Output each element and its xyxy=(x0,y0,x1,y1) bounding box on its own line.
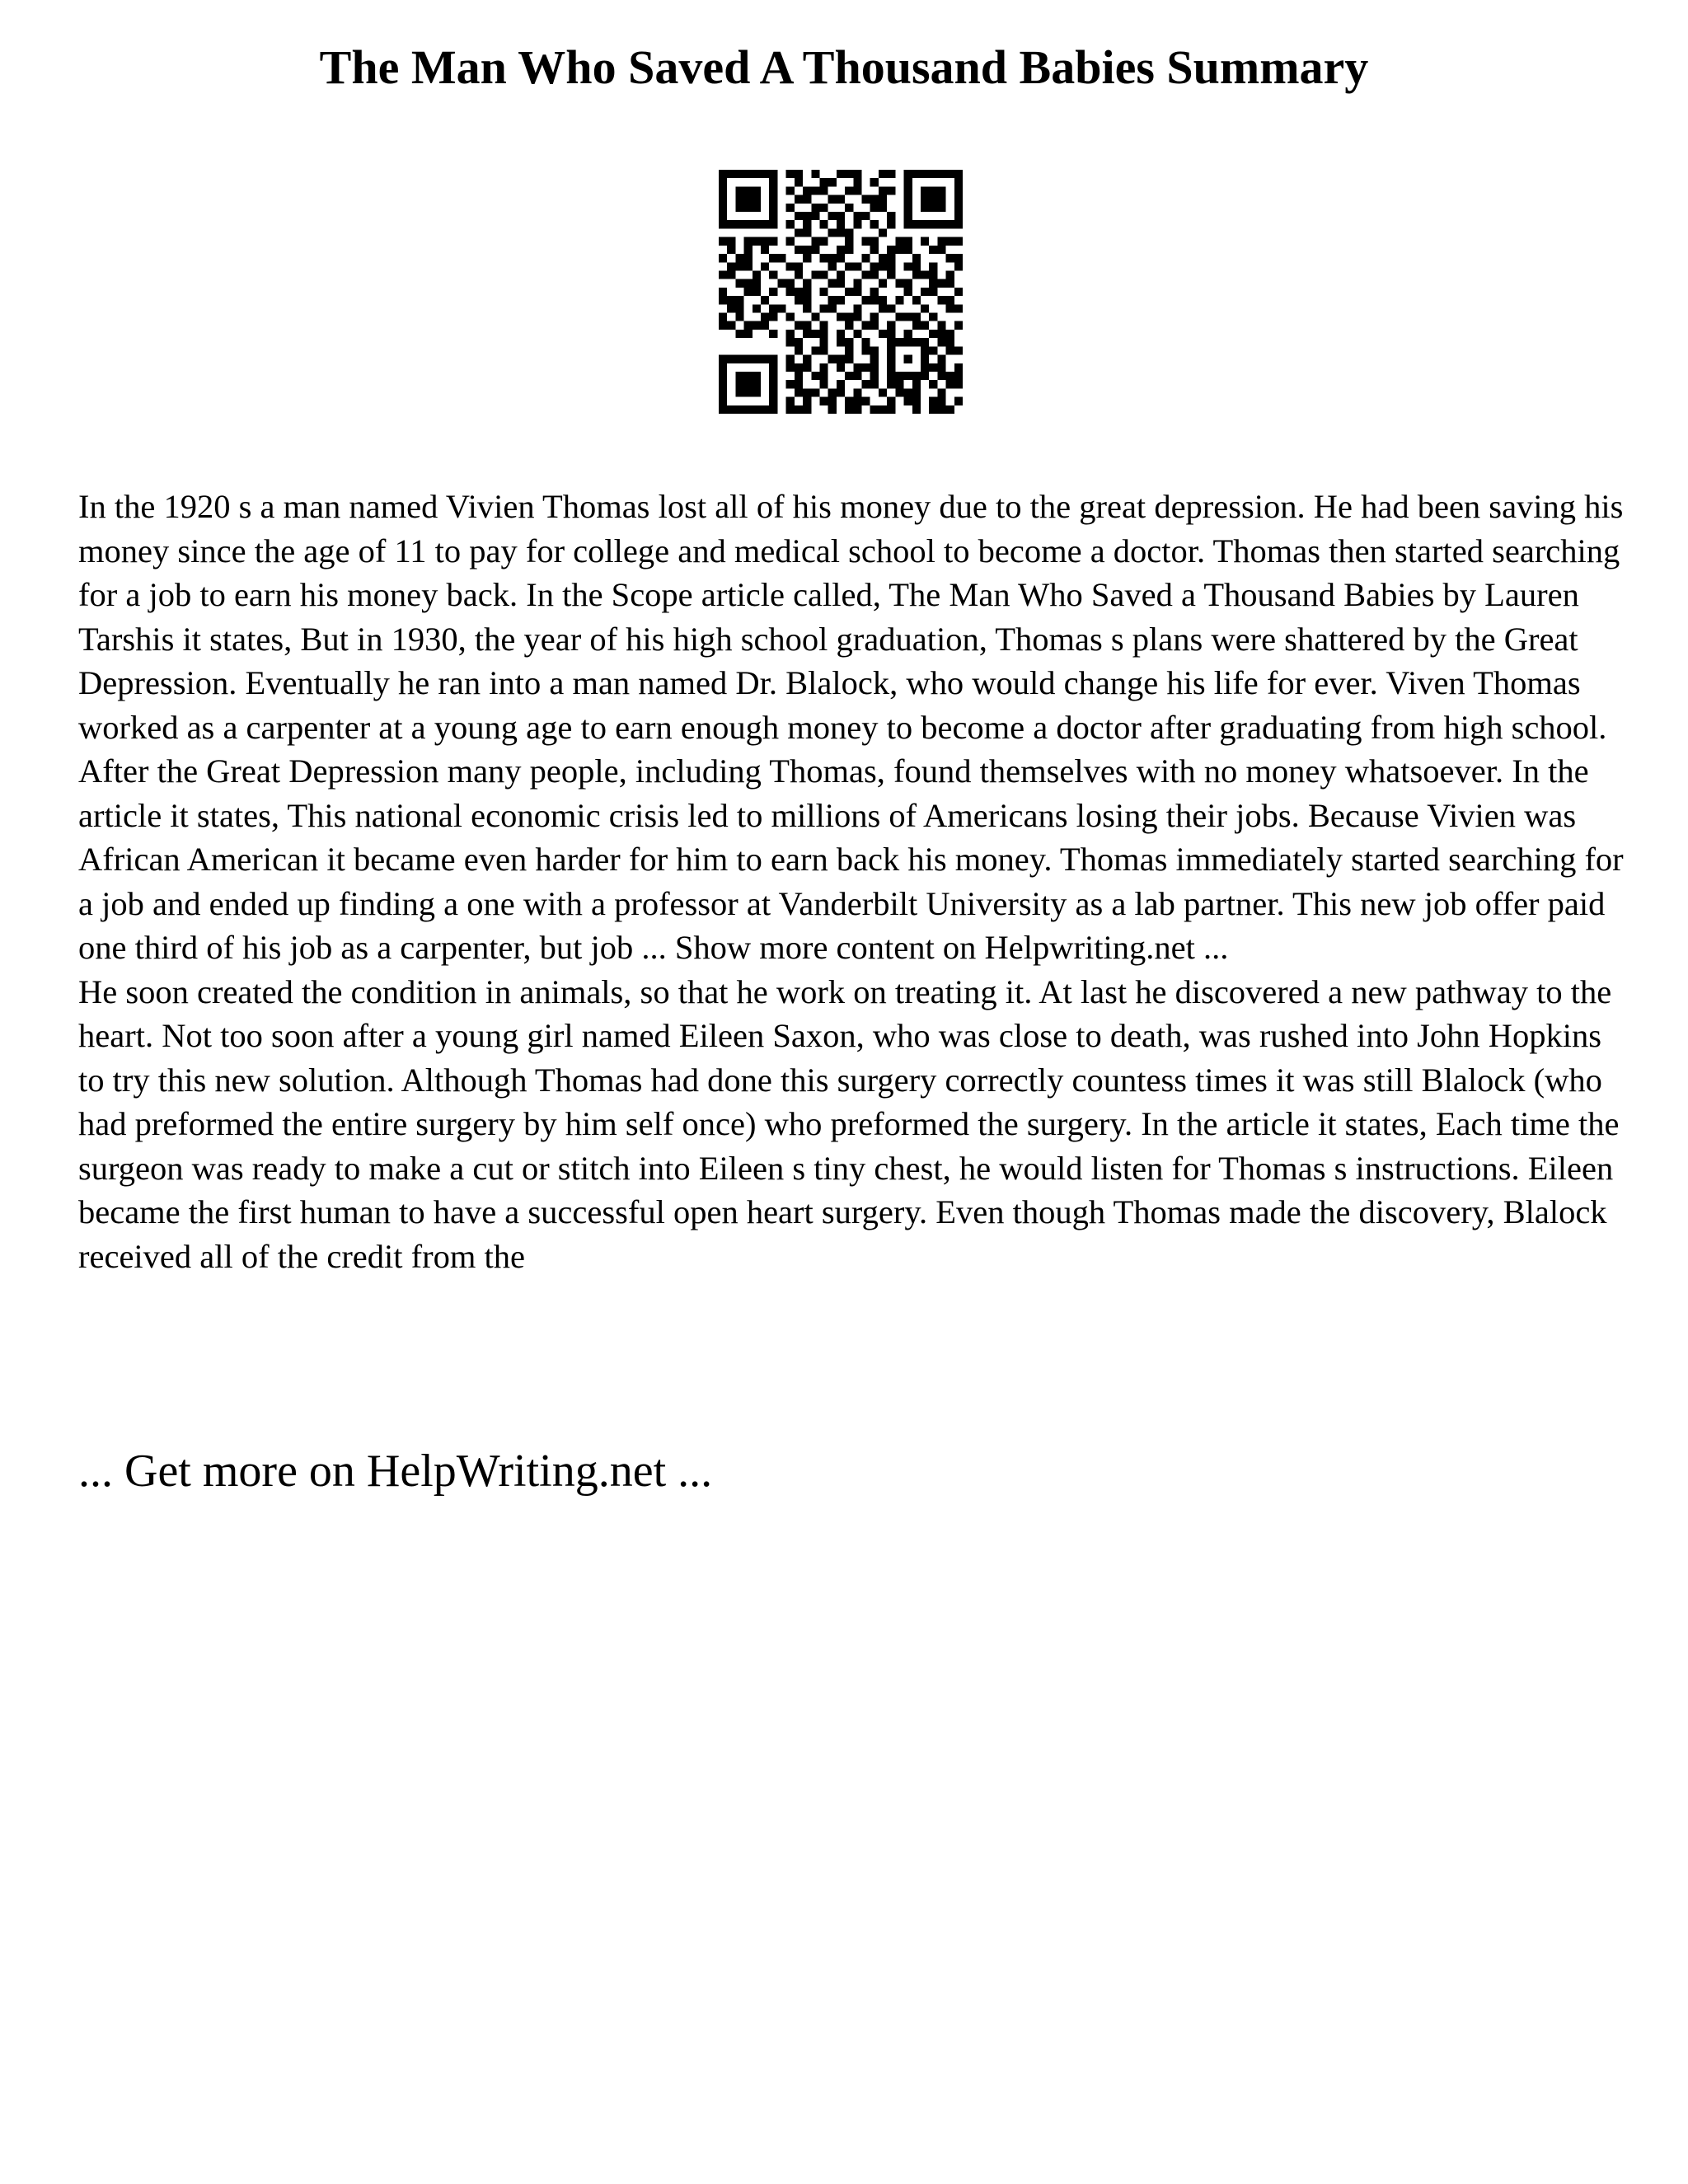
paragraph-2: He soon created the condition in animals, so that he work on treating it. At last he discovered a new pathway to the heart. Not too soon after a young girl named Eileen Saxon, who was close to death, was rushed into John Hopkins to try this new solution. Although Thomas had done this surgery correctly countess times it was still Blalock (who had preformed the entire surgery by him self once) who preformed the surgery. In the article it states, Each time the surgeon was ready to make a cut or stitch into Eileen s tiny chest, he would listen for Thomas s instructions. Eileen became the first human to have a successful open heart surgery. Even though Thomas made the discovery, Blalock received all of the credit from the xyxy=(78,972,1620,1275)
page-title: The Man Who Saved A Thousand Babies Summary xyxy=(319,40,1369,94)
get-more-link[interactable]: ... Get more on HelpWriting.net ... xyxy=(78,1446,713,1497)
qr-code-icon[interactable] xyxy=(719,170,963,414)
article-body xyxy=(78,485,1628,1278)
paragraph-1: In the 1920 s a man named Vivien Thomas lost all of his money due to the great depression. He had been saving his money since the age of 11 to pay for college and medical school to become a doctor. Thomas then started searching for a job to earn his money back. In the Scope article called, The Man Who Saved a Thousand Babies by Lauren Tarshis it states, But in 1930, the year of his high school graduation, Thomas s plans were shattered by the Great Depression. Eventually he ran into a man named Dr. Blalock, who would change his life for ever. Viven Thomas worked as a carpenter at a young age to earn enough money to become a doctor after graduating from high school. After the Great Depression many people, including Thomas, found themselves with no money whatsoever. In the article it states, This national economic crisis led to millions of Americans losing their jobs. Because Vivien was African American it became even harder for him to earn back his money. Thomas immediately started searching for a job and ended up finding a one with a professor at Vanderbilt University as a lab partner. This new job offer paid one third of his job as a carpenter, but job ... Show more content on Helpwriting.net ... xyxy=(78,488,1624,966)
